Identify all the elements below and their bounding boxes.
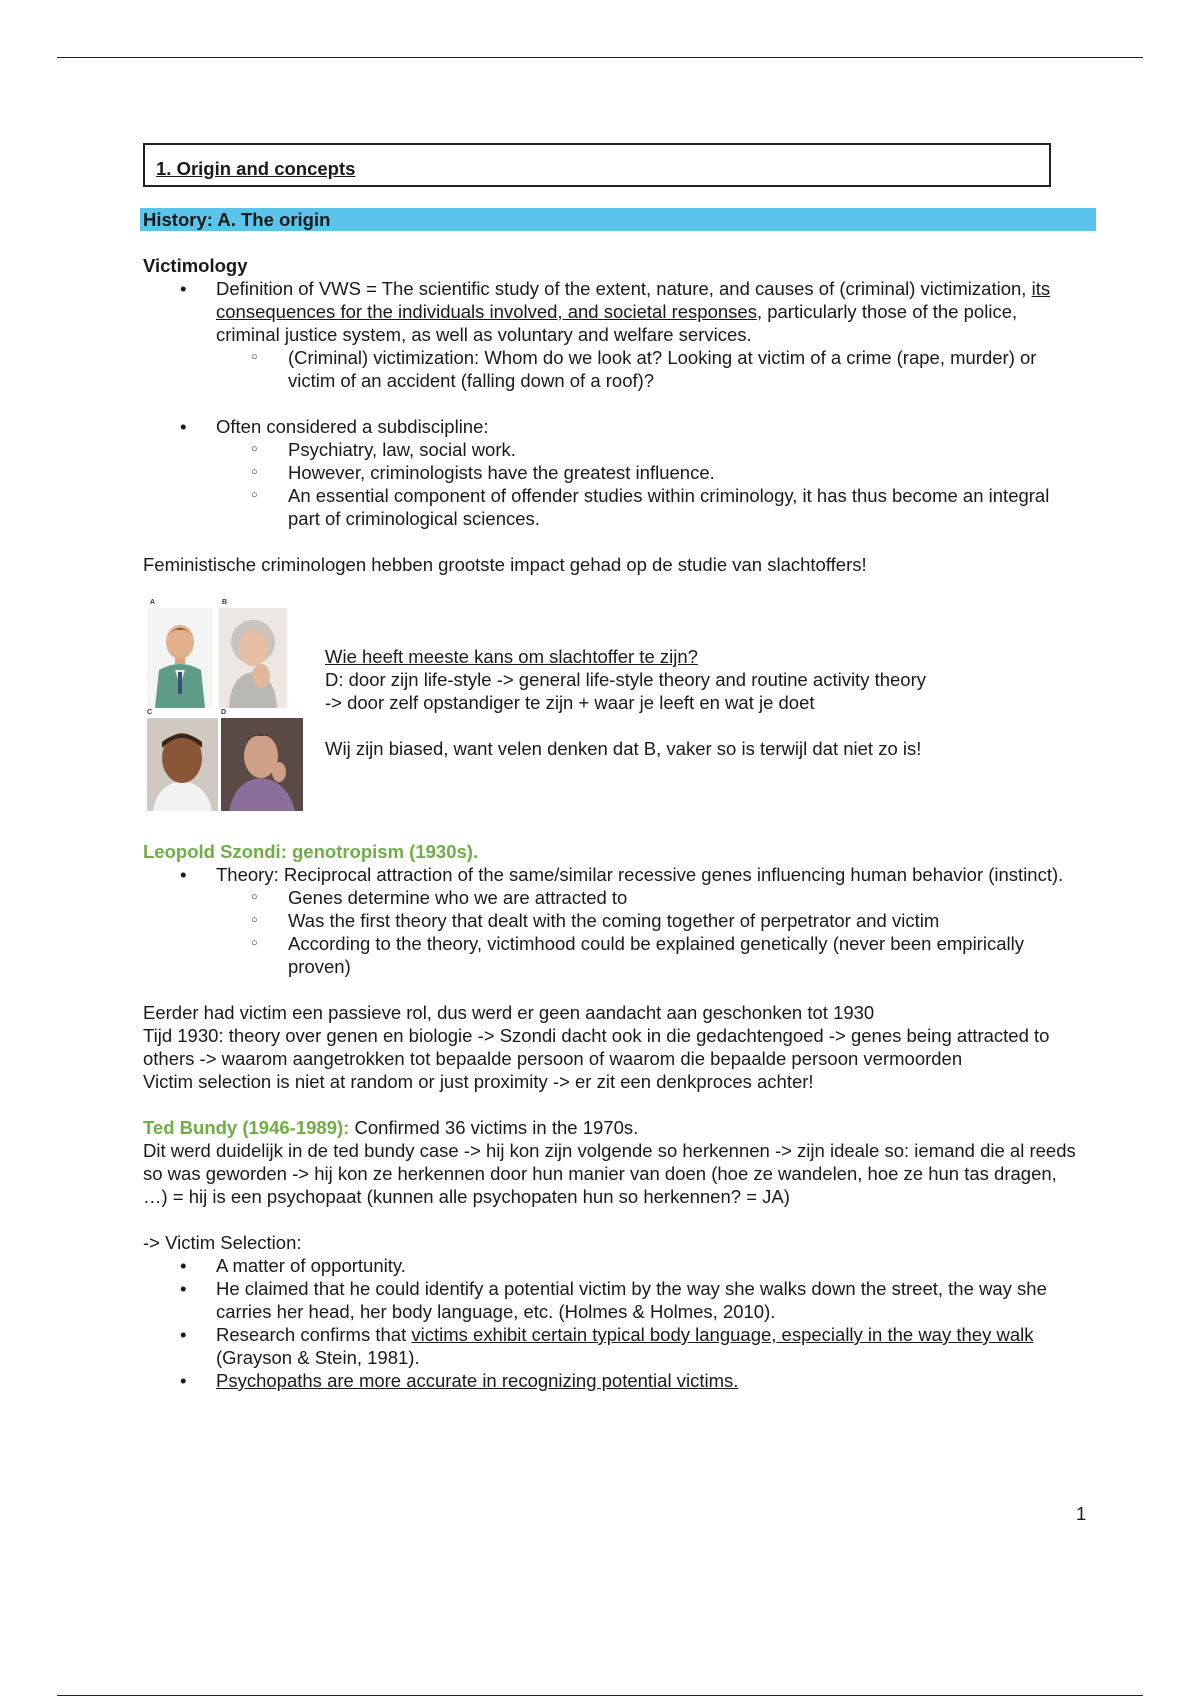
research-text: Research confirms that xyxy=(216,1324,412,1345)
victim-selection-item: • A matter of opportunity. xyxy=(143,1254,1083,1277)
bundy-intro xyxy=(143,1116,1083,1139)
victimology-heading: Victimology xyxy=(143,255,248,276)
page-number: 1 xyxy=(1076,1503,1087,1524)
szondi-list xyxy=(143,863,1083,978)
szondi-subitem: ○ According to the theory, victimhood could be explained genetically (never been empirically proven) xyxy=(216,932,1083,978)
szondi-theory: Theory: Reciprocal attraction of the same/similar recessive genes influencing human behavior (instinct). xyxy=(216,864,1064,885)
dutch-line2: Tijd 1930: theory over genen en biologie -> Szondi dacht ook in die gedachtengoed -> genes being attracted to others -> waarom aangetrokken tot bepaalde persoon of waarom die bepaalde persoon vermoorden xyxy=(143,1025,1050,1069)
victimology-list xyxy=(143,277,1083,392)
subdiscipline-list xyxy=(143,415,1083,530)
bottom-rule xyxy=(57,1695,1143,1696)
quiz-question: Wie heeft meeste kans om slachtoffer te zijn? xyxy=(325,646,698,667)
top-rule xyxy=(57,57,1143,58)
definition-text-end: , particularly those of the police, criminal justice system, as well as voluntary and welfare services. xyxy=(216,301,1018,345)
bundy-heading: Ted Bundy (1946-1989): xyxy=(143,1117,350,1138)
bias-note: Wij zijn biased, want velen denken dat B, vaker so is terwijl dat niet zo is! xyxy=(325,738,922,759)
subdiscipline-subitem: ○ However, criminologists have the greatest influence. xyxy=(216,461,1083,484)
photo-label-c: C xyxy=(147,709,153,716)
victim-selection-heading: -> Victim Selection: xyxy=(143,1232,302,1253)
definition-underlined: its consequences for the individuals involved, and societal responses xyxy=(216,278,1051,322)
photo-a-boy-in-suit xyxy=(147,608,213,708)
subdiscipline-subitem: ○ An essential component of offender studies within criminology, it has thus become an integral part of criminological sciences. xyxy=(216,484,1083,530)
photo-c-mugshot-man xyxy=(147,718,218,811)
victim-selection-item: • He claimed that he could identify a potential victim by the way she walks down the street, the way she carries her head, her body language, etc. (Holmes & Holmes, 2010). xyxy=(143,1277,1083,1323)
dutch-line1: Eerder had victim een passieve rol, dus werd er geen aandacht aan geschonken tot 1930 xyxy=(143,1002,875,1023)
szondi-subitem: ○ Genes determine who we are attracted to xyxy=(216,886,1083,909)
definition-sublist xyxy=(216,346,1083,392)
research-citation: (Grayson & Stein, 1981). xyxy=(216,1347,420,1368)
photo-b-older-woman xyxy=(219,608,287,708)
subdiscipline-sublist xyxy=(216,438,1083,530)
bundy-heading-rest: Confirmed 36 victims in the 1970s. xyxy=(349,1117,639,1138)
psychopaths-text: Psychopaths are more accurate in recognizing potential victims. xyxy=(216,1370,739,1391)
subdiscipline-text: Often considered a subdiscipline: xyxy=(216,416,489,437)
quiz-answer-line2: -> door zelf opstandiger te zijn + waar je leeft en wat je doet xyxy=(325,692,815,713)
page-content xyxy=(143,143,1083,1392)
victim-selection-list xyxy=(143,1254,1083,1392)
definition-item xyxy=(143,277,1083,392)
victim-selection-item xyxy=(143,1369,1083,1392)
szondi-heading: Leopold Szondi: genotropism (1930s). xyxy=(143,841,479,862)
szondi-sublist xyxy=(216,886,1083,978)
chapter-title: 1. Origin and concepts xyxy=(143,143,1051,187)
research-underlined: victims exhibit certain typical body language, especially in the way they walk xyxy=(411,1324,1034,1345)
victim-selection-item xyxy=(143,1323,1083,1369)
subdiscipline-subitem: ○ Psychiatry, law, social work. xyxy=(216,438,1083,461)
szondi-subitem: ○ Was the first theory that dealt with the coming together of perpetrator and victim xyxy=(216,909,1083,932)
dutch-line3: Victim selection is niet at random or just proximity -> er zit een denkproces achter! xyxy=(143,1071,814,1092)
definition-text: Definition of VWS = The scientific study of the extent, nature, and causes of (criminal) victimization, xyxy=(216,278,1027,299)
quiz-answer-line1: D: door zijn life-style -> general life-style theory and routine activity theory xyxy=(325,669,927,690)
photo-label-a: A xyxy=(150,599,156,606)
bundy-paragraph: Dit werd duidelijk in de ted bundy case -> hij kon zijn volgende so herkennen -> zijn ideale so: iemand die al reeds so was geworden -> hij kon ze herkennen door hun manier van doen (hoe ze wandelen, hoe ze hun tas dragen, …) = hij is een psychopaat (kunnen alle psychopaten hun so herkennen? = JA) xyxy=(143,1140,1076,1207)
feminist-note: Feministische criminologen hebben grootste impact gehad op de studie van slachtoffers! xyxy=(143,554,867,575)
history-heading: History: A. The origin xyxy=(140,208,1096,231)
photo-d-young-man xyxy=(221,718,303,811)
photo-quiz-text xyxy=(325,645,1025,760)
subdiscipline-item xyxy=(143,415,1083,530)
photo-quiz xyxy=(143,599,1083,821)
photo-label-b: B xyxy=(222,599,228,606)
photo-label-d: D xyxy=(221,709,227,716)
szondi-theory-item xyxy=(143,863,1083,978)
definition-subitem: ○ (Criminal) victimization: Whom do we look at? Looking at victim of a crime (rape, murder) or victim of an accident (falling down of a roof)? xyxy=(216,346,1083,392)
